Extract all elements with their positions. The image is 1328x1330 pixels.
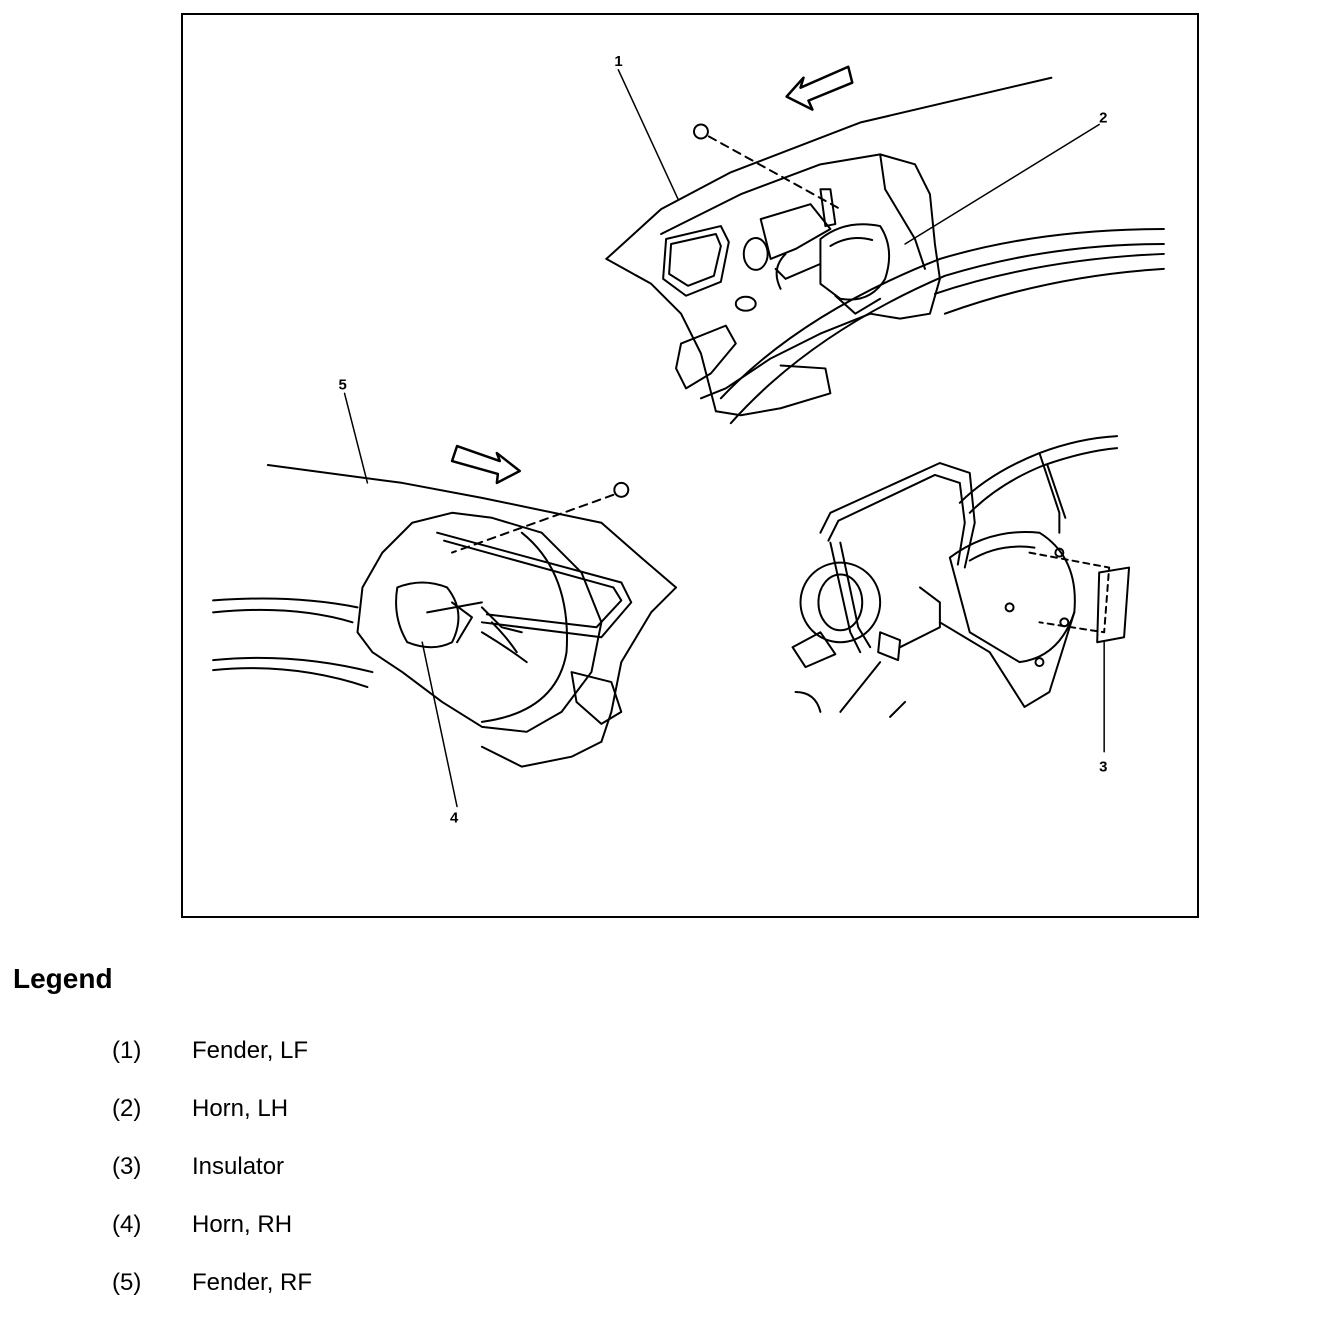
callout-1: 1 [614, 52, 623, 70]
legend-item [0, 1211, 700, 1241]
legend-item-label: Insulator [192, 1153, 285, 1180]
legend-item [0, 1095, 700, 1125]
legend-item-number: (1) [112, 1037, 142, 1064]
callout-2: 2 [1099, 109, 1108, 127]
legend-item-label: Horn, LH [192, 1095, 289, 1122]
callout-4: 4 [450, 809, 459, 827]
horn-installation-illustration [183, 15, 1197, 916]
horn-lh-shape [776, 224, 889, 313]
legend-heading: Legend [13, 963, 113, 994]
callout-5: 5 [338, 376, 347, 394]
callout-3: 3 [1099, 758, 1108, 776]
rf-fender-view [213, 446, 676, 767]
legend-item-number: (5) [112, 1269, 142, 1296]
legend-item-number: (2) [112, 1095, 142, 1122]
legend-item-number: (3) [112, 1153, 142, 1180]
callout-leaders [345, 70, 1108, 807]
legend-item [0, 1153, 700, 1183]
legend-item [0, 1037, 700, 1067]
horn-rh-shape [396, 582, 522, 647]
diagram-frame [181, 13, 1199, 918]
legend-item-label: Fender, LF [192, 1037, 309, 1064]
legend-item-label: Horn, RH [192, 1211, 293, 1238]
legend-item [0, 1269, 700, 1299]
lf-fender-view [606, 67, 1164, 423]
legend-item-label: Fender, RF [192, 1269, 313, 1296]
insulator-detail-view [793, 436, 1130, 717]
legend-item-number: (4) [112, 1211, 142, 1238]
